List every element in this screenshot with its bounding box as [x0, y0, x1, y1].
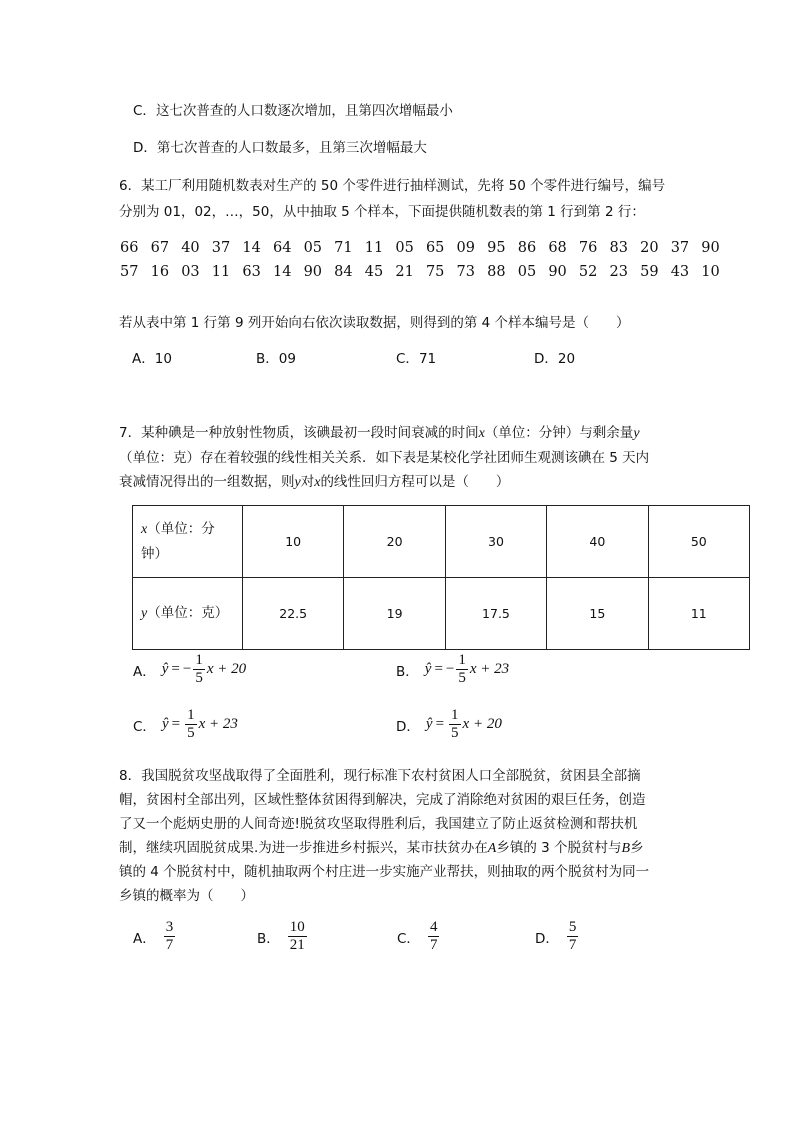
q7-stem-line-1 [119, 421, 640, 442]
denominator: 7 [568, 937, 577, 953]
formula [535, 919, 580, 954]
random-number: 71 [334, 240, 353, 256]
option-label: B． [257, 930, 280, 947]
header-label: （单位：分钟） [141, 521, 215, 562]
stem-text: （单位：分钟）与剩余量 [484, 425, 634, 441]
denominator: 5 [451, 725, 459, 741]
table-cell: 20 [344, 506, 445, 578]
formula [397, 919, 441, 954]
variable-x: x [141, 522, 148, 537]
random-number: 14 [272, 264, 292, 280]
option-label: D． [534, 351, 558, 367]
random-number: 37 [211, 240, 231, 256]
random-number: 57 [120, 264, 139, 280]
y-hat: ŷ [161, 716, 169, 732]
decay-data-table [132, 505, 750, 650]
q7-option-a [133, 652, 246, 687]
random-number: 10 [701, 264, 720, 280]
random-number: 05 [303, 240, 323, 256]
variable-y: y [141, 606, 148, 621]
numerator: 4 [429, 919, 438, 935]
option-text: 这七次普查的人口数逐次增加，且第四次增幅最小 [155, 103, 453, 119]
variable-y: y [294, 475, 301, 490]
stem-text: 衰减情况得出的一组数据，则 [119, 474, 295, 490]
option-label: C． [396, 351, 419, 367]
fraction [567, 919, 579, 954]
q5-option-d [133, 136, 427, 156]
option-label: C． [133, 103, 156, 119]
q8-stem-line-6: 乡镇的概率为（ ） [119, 888, 254, 904]
option-label: D． [396, 718, 420, 735]
denominator: 7 [429, 937, 438, 953]
option-label: C． [397, 930, 420, 947]
numerator: 10 [289, 919, 305, 935]
variable-x: x [314, 475, 321, 490]
numerator: 1 [451, 707, 459, 723]
fraction [164, 919, 176, 954]
q8-stem-line-1: 8．我国脱贫攻坚战取得了全面胜利，现行标准下农村贫困人口全部脱贫，贫困县全部摘 [119, 768, 641, 784]
random-number: 11 [364, 240, 384, 256]
option-text: 71 [418, 351, 437, 367]
random-table-row-1 [120, 240, 720, 256]
stem-text: 制，继续巩固脱贫成果.为进一步推进乡村振兴，某市扶贫办在 [119, 840, 488, 856]
formula-tail: x + 20 [206, 661, 247, 677]
q6-option-d [534, 347, 575, 367]
numerator: 3 [165, 919, 174, 935]
q8-stem-line-2: 帽，贫困村全部出列，区域性整体贫困得到解决，完成了消除绝对贫困的艰巨任务，创造 [119, 792, 646, 808]
q6-stem-line-1: 6．某工厂利用随机数表对生产的 50 个零件进行抽样测试，先将 50 个零件进行编号，编号 [119, 178, 666, 194]
formula [133, 919, 177, 954]
q7-option-d [396, 707, 502, 742]
y-hat: ŷ [425, 716, 433, 732]
random-number: 83 [609, 240, 628, 256]
formula-tail: x + 23 [469, 661, 510, 677]
q5-option-c [133, 99, 453, 119]
q7-stem-line-3 [119, 470, 509, 491]
denominator: 7 [165, 937, 174, 953]
numerator: 5 [568, 919, 577, 935]
table-cell: 11 [648, 578, 749, 650]
fraction [449, 707, 461, 742]
table-cell: 40 [547, 506, 648, 578]
option-label: D． [535, 930, 559, 947]
random-number: 05 [395, 240, 414, 256]
random-number: 86 [517, 240, 537, 256]
q8-stem-line-4 [119, 836, 644, 857]
random-table-row-2 [120, 264, 720, 280]
option-label: A． [133, 663, 156, 680]
random-number: 90 [303, 264, 323, 280]
random-number: 68 [548, 240, 567, 256]
denominator: 5 [195, 670, 203, 686]
random-number: 52 [578, 264, 598, 280]
option-label: B． [256, 351, 279, 367]
formula [257, 919, 309, 954]
table-cell: 50 [648, 506, 749, 578]
option-text: 20 [557, 351, 576, 367]
stem-text: 7．某种碘是一种放射性物质，该碘最初一段时间衰减的时间 [119, 425, 479, 441]
fraction [185, 707, 197, 742]
table-header-y [133, 578, 243, 650]
option-label: A． [133, 930, 156, 947]
denominator: 21 [289, 937, 305, 953]
table-row-y [133, 578, 750, 650]
table-cell: 15 [547, 578, 648, 650]
random-number: 09 [456, 240, 475, 256]
table-header-x [133, 506, 243, 578]
table-row-x [133, 506, 750, 578]
formula [396, 652, 509, 687]
formula-tail: x + 20 [462, 716, 502, 732]
random-number: 88 [487, 264, 506, 280]
random-number: 90 [548, 264, 567, 280]
option-label: D． [133, 140, 157, 156]
y-hat: ŷ [424, 661, 432, 677]
stem-text: 的线性回归方程可以是（ ） [320, 474, 510, 490]
random-number: 03 [181, 264, 200, 280]
y-hat: ŷ [161, 661, 169, 677]
random-number: 66 [120, 240, 139, 256]
sign: − [182, 661, 192, 677]
random-number: 05 [517, 264, 537, 280]
q8-option-a [133, 919, 177, 954]
equals-sign: = [434, 661, 443, 677]
random-number: 40 [181, 240, 200, 256]
random-number: 67 [150, 240, 170, 256]
q6-question: 若从表中第 1 行第 9 列开始向右依次读取数据，则得到的第 4 个样本编号是（ ） [119, 315, 630, 331]
random-number: 64 [272, 240, 292, 256]
option-text: 09 [278, 351, 296, 367]
option-text: 10 [154, 351, 172, 367]
random-number: 95 [487, 240, 506, 256]
table-cell: 30 [445, 506, 546, 578]
stem-text: 乡 [630, 840, 644, 856]
random-number: 14 [242, 240, 261, 256]
random-number: 16 [150, 264, 170, 280]
table-cell: 10 [243, 506, 344, 578]
fraction [456, 652, 468, 687]
random-number: 43 [670, 264, 690, 280]
option-text: 第七次普查的人口数最多，且第三次增幅最大 [156, 140, 427, 156]
stem-text: 乡镇的 3 个脱贫村与 [496, 840, 622, 856]
random-number: 63 [242, 264, 261, 280]
table-cell: 19 [344, 578, 445, 650]
equals-sign: = [171, 716, 181, 732]
fraction [288, 919, 307, 954]
denominator: 5 [458, 670, 466, 686]
q8-option-b [257, 919, 309, 954]
numerator: 1 [187, 707, 195, 723]
table-cell: 22.5 [243, 578, 344, 650]
table-cell: 17.5 [445, 578, 546, 650]
q8-option-c [397, 919, 441, 954]
q6-option-c [396, 347, 534, 367]
q8-option-d [535, 919, 580, 954]
option-label: B． [396, 663, 419, 680]
random-number: 73 [456, 264, 475, 280]
q7-option-b [396, 652, 509, 687]
random-number: 90 [701, 240, 720, 256]
equals-sign: = [171, 661, 180, 677]
random-number: 23 [609, 264, 628, 280]
random-number: 45 [364, 264, 384, 280]
denominator: 5 [187, 725, 195, 741]
random-number: 84 [334, 264, 353, 280]
variable-b: B [621, 841, 631, 856]
q6-option-b [256, 347, 396, 367]
q8-stem-line-5: 镇的 4 个脱贫村中，随机抽取两个村庄进一步实施产业帮扶，则抽取的两个脱贫村为同一 [119, 864, 650, 880]
header-label: （单位：克） [147, 605, 229, 621]
random-number: 37 [670, 240, 690, 256]
q7-option-c [133, 707, 238, 742]
formula [133, 707, 238, 742]
variable-a: A [487, 841, 497, 856]
random-number: 20 [640, 240, 659, 256]
numerator: 1 [195, 652, 203, 668]
random-number: 75 [425, 264, 445, 280]
variable-y: y [633, 426, 640, 441]
random-number: 21 [395, 264, 414, 280]
q6-stem-line-2: 分别为 01，02，…，50，从中抽取 5 个样本，下面提供随机数表的第 1 行到第 2 行： [119, 204, 645, 220]
q8-stem-line-3: 了又一个彪炳史册的人间奇迹!脱贫攻坚取得胜利后，我国建立了防止返贫检测和帮扶机 [119, 816, 638, 832]
option-label: C． [133, 718, 156, 735]
formula [133, 652, 246, 687]
random-number: 65 [425, 240, 445, 256]
equals-sign: = [435, 716, 445, 732]
variable-x: x [478, 426, 485, 441]
random-number: 76 [578, 240, 598, 256]
random-number: 11 [211, 264, 231, 280]
fraction [428, 919, 440, 954]
numerator: 1 [458, 652, 466, 668]
option-label: A． [132, 351, 155, 367]
q6-option-a [132, 347, 256, 367]
random-number: 59 [640, 264, 659, 280]
formula [396, 707, 502, 742]
q6-options [132, 347, 575, 367]
stem-text: 对 [300, 474, 315, 490]
formula-tail: x + 23 [198, 716, 238, 732]
q7-stem-line-2: （单位：克）存在着较强的线性相关关系．如下表是某校化学社团师生观测该碘在 5 天内 [119, 450, 650, 466]
fraction [193, 652, 205, 687]
sign: − [445, 661, 455, 677]
